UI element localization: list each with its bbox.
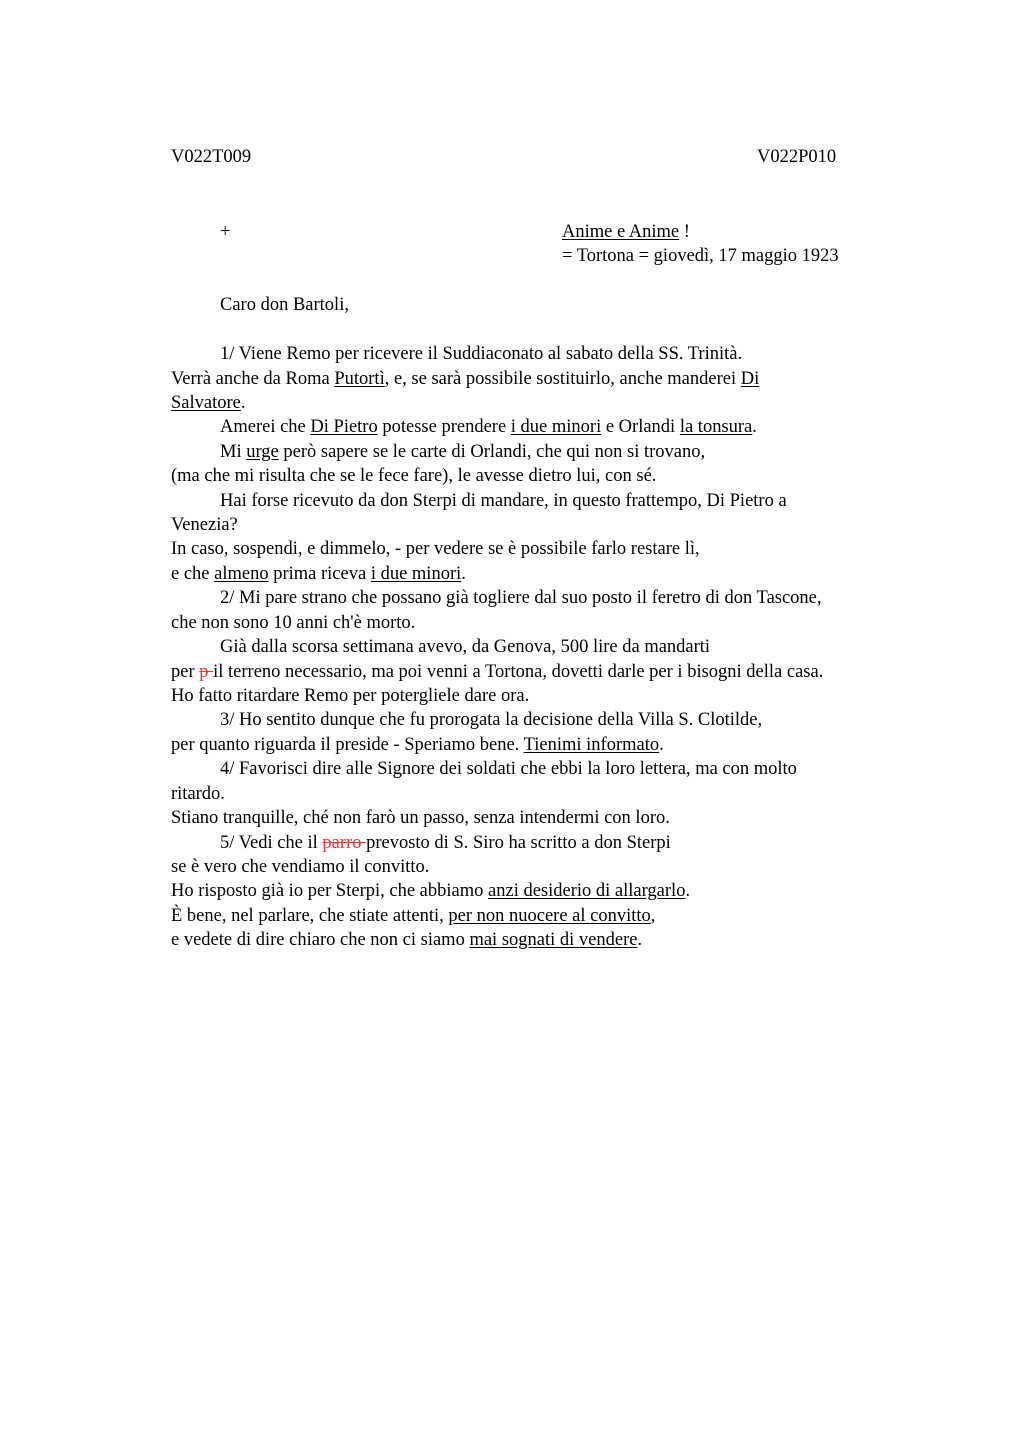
body-line: per p il terreno necessario, ma poi venni a Tortona, dovetti darle per i bisogni della casa. xyxy=(171,662,824,682)
struck-text: parro xyxy=(322,833,367,853)
body-line: 4/ Favorisci dire alle Signore dei soldati che ebbi la loro lettera, ma con molto xyxy=(220,759,797,779)
body-line: 3/ Ho sentito dunque che fu prorogata la decisione della Villa S. Clotilde, xyxy=(220,710,763,730)
motto: Anime e Anime ! xyxy=(562,222,690,242)
body-line: Ho fatto ritardare Remo per potergliele dare ora. xyxy=(171,686,530,706)
body-line: se è vero che vendiamo il convitto. xyxy=(171,857,430,877)
body-line: Amerei che Di Pietro potesse prendere i due minori e Orlandi la tonsura. xyxy=(220,417,757,437)
document-code-right: V022P010 xyxy=(757,147,837,167)
body-line: Verrà anche da Roma Putortì, e, se sarà possibile sostituirlo, anche manderei Di xyxy=(171,369,760,389)
body-line: Salvatore. xyxy=(171,393,246,413)
body-line: Stiano tranquille, ché non farò un passo, senza intendermi con loro. xyxy=(171,808,670,828)
body-line: (ma che mi risulta che se le fece fare), le avesse dietro lui, con sé. xyxy=(171,466,657,486)
salutation: Caro don Bartoli, xyxy=(220,295,349,315)
body-line: Già dalla scorsa settimana avevo, da Genova, 500 lire da mandarti xyxy=(220,637,711,657)
body-line: e che almeno prima riceva i due minori. xyxy=(171,564,466,584)
body-line: Ho risposto già io per Sterpi, che abbiamo anzi desiderio di allargarlo. xyxy=(171,881,691,901)
body-line: e vedete di dire chiaro che non ci siamo mai sognati di vendere. xyxy=(171,930,643,950)
cross-symbol: + xyxy=(220,222,231,242)
document-code-left: V022T009 xyxy=(171,147,252,167)
body-line: 5/ Vedi che il parro prevosto di S. Siro ha scritto a don Sterpi xyxy=(220,833,671,853)
body-line: 1/ Viene Remo per ricevere il Suddiaconato al sabato della SS. Trinità. xyxy=(220,344,743,364)
body-line: 2/ Mi pare strano che possano già togliere dal suo posto il feretro di don Tascone, xyxy=(220,588,822,608)
body-line: Venezia? xyxy=(171,515,238,535)
body-line: In caso, sospendi, e dimmelo, - per vedere se è possibile farlo restare lì, xyxy=(171,539,700,559)
body-line: che non sono 10 anni ch'è morto. xyxy=(171,613,416,633)
place-date: = Tortona = giovedì, 17 maggio 1923 xyxy=(562,246,839,266)
body-line: È bene, nel parlare, che stiate attenti, per non nuocere al convitto, xyxy=(171,906,656,926)
body-line: Hai forse ricevuto da don Sterpi di mandare, in questo frattempo, Di Pietro a xyxy=(220,491,787,511)
body-line: ritardo. xyxy=(171,784,225,804)
body-line: per quanto riguarda il preside - Speriamo bene. Tienimi informato. xyxy=(171,735,664,755)
body-line: Mi urge però sapere se le carte di Orlandi, che qui non si trovano, xyxy=(220,442,706,462)
struck-text: p xyxy=(199,662,214,682)
